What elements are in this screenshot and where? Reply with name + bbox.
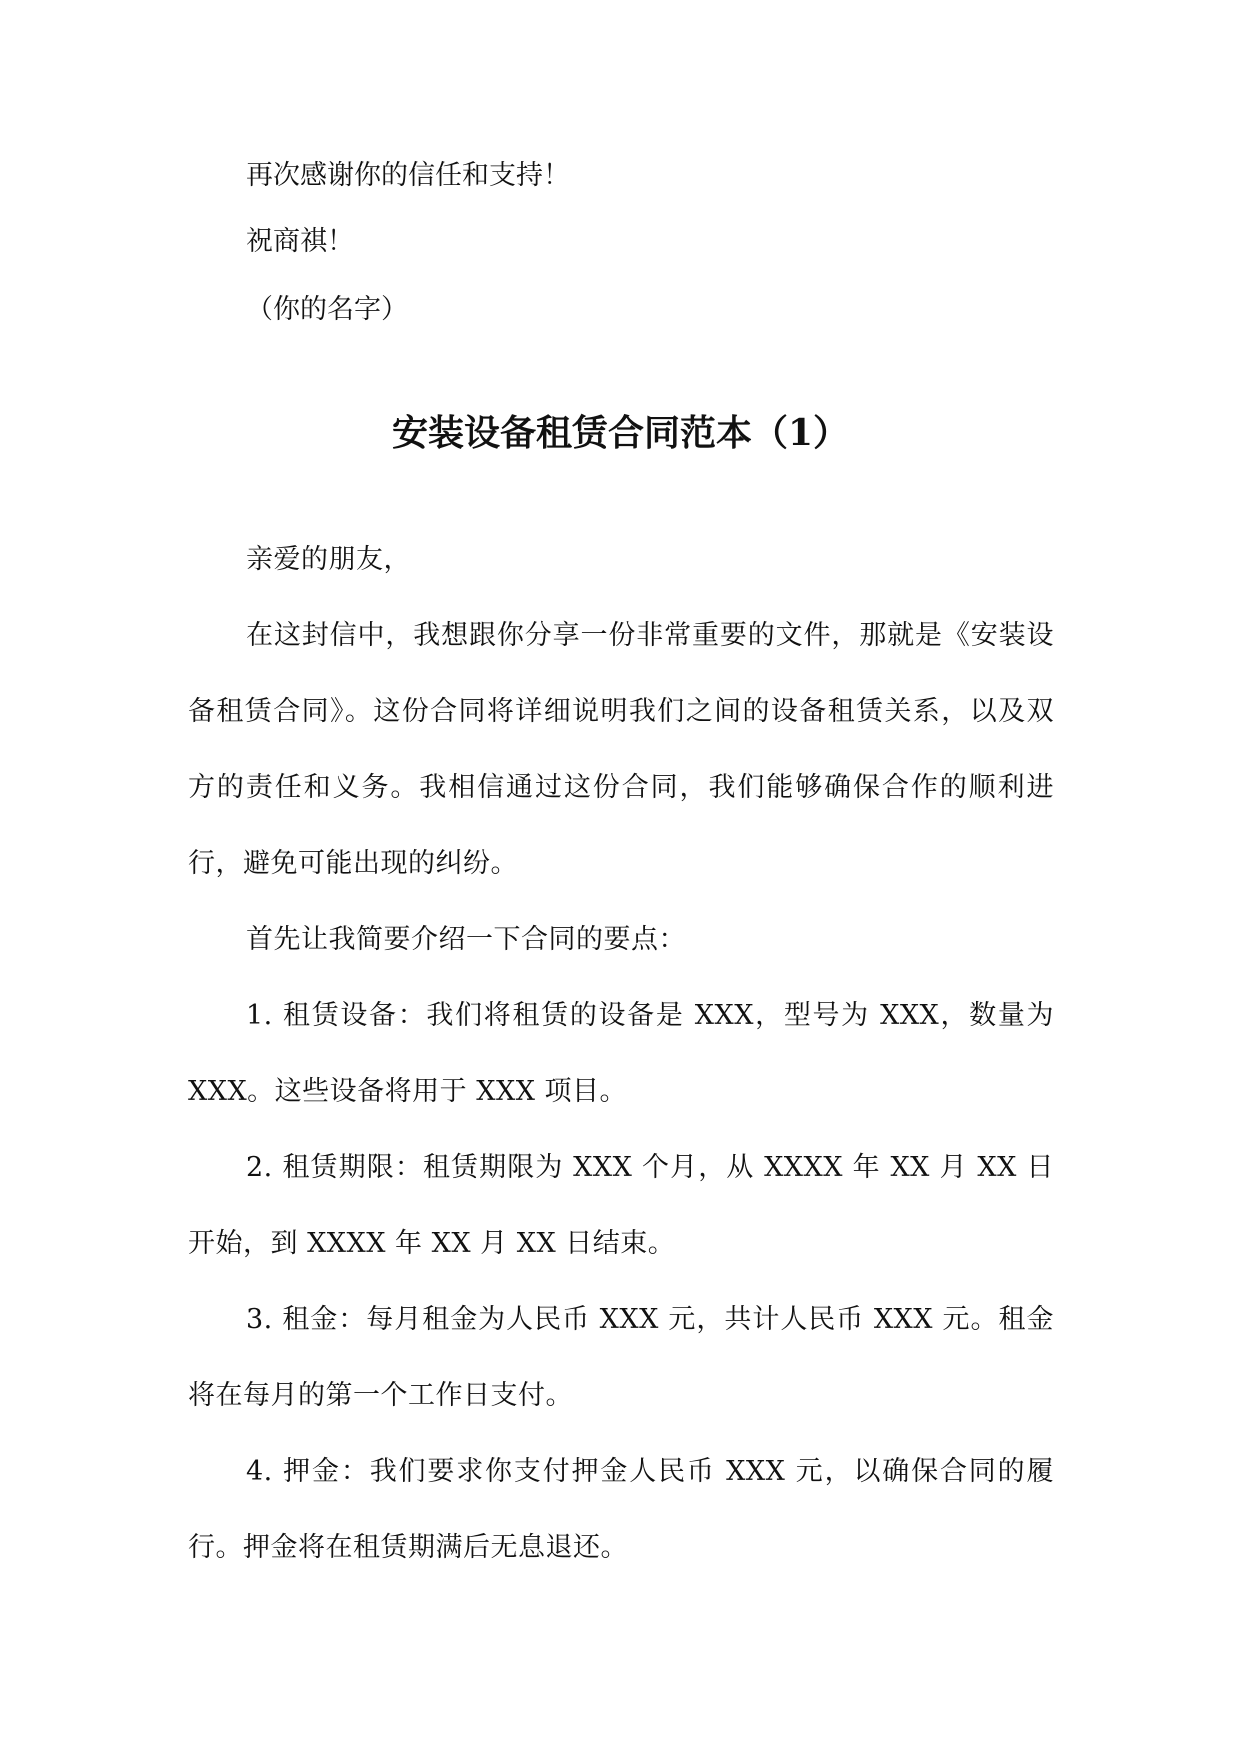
contract-point-deposit: 4. 押金：我们要求你支付押金人民币 XXX 元，以确保合同的履行。押金将在租赁期满后无息退还。: [188, 1456, 1054, 1563]
closing-signature: （你的名字）: [246, 294, 408, 325]
contract-point-term: 2. 租赁期限：租赁期限为 XXX 个月，从 XXXX 年 XX 月 XX 日开始，到 XXXX 年 XX 月 XX 日结束。: [188, 1152, 1054, 1259]
letter-intro-paragraph: 在这封信中，我想跟你分享一份非常重要的文件，那就是《安装设备租赁合同》。这份合同将详细说明我们之间的设备租赁关系，以及双方的责任和义务。我相信通过这份合同，我们能够确保合作的顺利进行，避免可能出现的纠纷。: [188, 620, 1054, 879]
letter-lead: 首先让我简要介绍一下合同的要点：: [246, 924, 686, 955]
contract-point-equipment: 1. 租赁设备：我们将租赁的设备是 XXX，型号为 XXX，数量为 XXX。这些设备将用于 XXX 项目。: [188, 1000, 1054, 1107]
closing-wish: 祝商祺！: [246, 226, 354, 257]
letter-greeting: 亲爱的朋友，: [246, 544, 411, 575]
contract-point-rent: 3. 租金：每月租金为人民币 XXX 元，共计人民币 XXX 元。租金将在每月的第一个工作日支付。: [188, 1304, 1054, 1411]
document-title: 安装设备租赁合同范本（1）: [391, 412, 850, 454]
closing-thanks: 再次感谢你的信任和支持！: [246, 160, 570, 191]
